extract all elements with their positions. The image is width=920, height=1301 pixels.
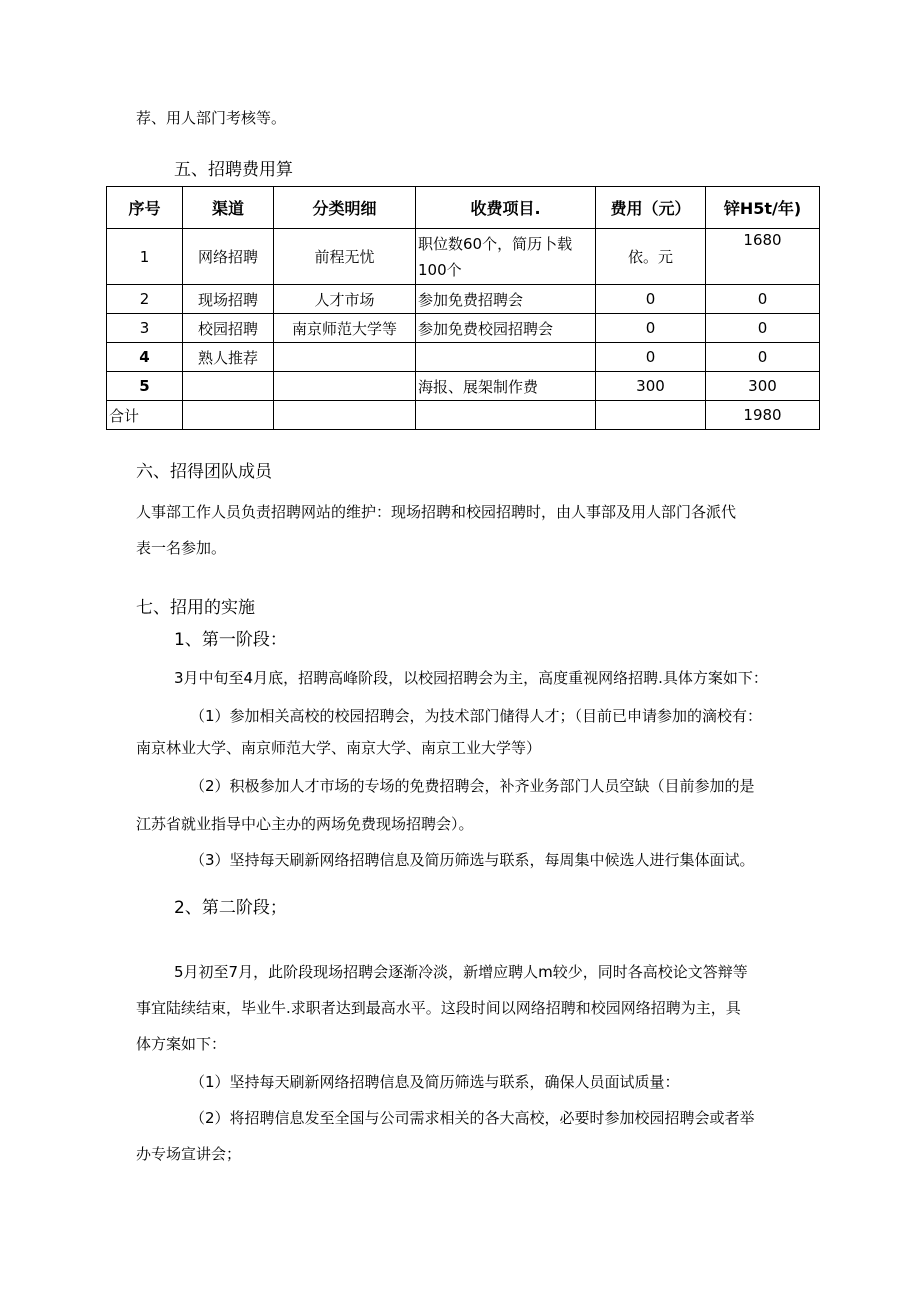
cell-item: 职位数60个，简历卜载100个 bbox=[416, 229, 596, 285]
stage2-intro-line3: 体方案如下： bbox=[136, 1035, 227, 1053]
header-annual: 锌H5t∕年) bbox=[706, 187, 820, 229]
stage2-item2-line1: （2）将招聘信息发至全国与公司需求相关的各大高校，必要时参加校园招聘会或者举 bbox=[190, 1109, 755, 1127]
stage1-item2-line2: 江苏省就业指导中心主办的两场免费现场招聘会）。 bbox=[136, 815, 474, 833]
stage1-intro: 3月中旬至4月底，招聘高峰阶段，以校园招聘会为主，高度重视网络招聘.具体方案如下： bbox=[174, 669, 768, 687]
stage1-item3: （3）坚持每天刷新网络招聘信息及简历筛选与联系，每周集中候选人进行集体面试。 bbox=[190, 851, 755, 869]
cell-detail: 人才市场 bbox=[274, 285, 416, 314]
section6-title: 六、招得团队成员 bbox=[136, 462, 272, 482]
cell-annual: 1680 bbox=[706, 229, 820, 285]
cell-channel: 校园招聘 bbox=[183, 314, 274, 343]
cell-channel: 现场招聘 bbox=[183, 285, 274, 314]
cell-channel: 网络招聘 bbox=[183, 229, 274, 285]
stage2-intro-line1: 5月初至7月，此阶段现场招聘会逐渐冷淡，新增应聘人m较少，同时各高校论文答辩等 bbox=[174, 963, 748, 981]
stage2-title: 2、第二阶段； bbox=[174, 898, 287, 918]
cell-detail: 前程无忧 bbox=[274, 229, 416, 285]
cell-item: 海报、展架制作费 bbox=[416, 372, 596, 401]
section6-para-line1: 人事部工作人员负责招聘网站的维护：现场招聘和校园招聘时，由人事部及用人部门各派代 bbox=[136, 503, 737, 521]
cell-item bbox=[416, 343, 596, 372]
stage2-intro-line2: 事宜陆续结束，毕业牛.求职者达到最高水平。这段时间以网络招聘和校园网络招聘为主，具 bbox=[136, 999, 741, 1017]
cell-cost: 0 bbox=[596, 314, 706, 343]
table-row bbox=[107, 285, 820, 314]
cell-item: 参加免费校园招聘会 bbox=[416, 314, 596, 343]
cell-total-value: 1980 bbox=[706, 401, 820, 430]
cell-no: 5 bbox=[107, 372, 183, 401]
table-row bbox=[107, 372, 820, 401]
stage1-item1-line1: （1）参加相关高校的校园招聘会，为技术部门储得人才；（目前已申请参加的滴校有： bbox=[190, 707, 763, 725]
table-row bbox=[107, 343, 820, 372]
cell-cost: 0 bbox=[596, 285, 706, 314]
section6-para-line2: 表一名参加。 bbox=[136, 539, 227, 557]
header-cost: 费用（元） bbox=[596, 187, 706, 229]
cell-detail bbox=[274, 343, 416, 372]
cell-no: 1 bbox=[107, 229, 183, 285]
table-header-row bbox=[107, 187, 820, 229]
intro-tail-text: 荐、用人部门考核等。 bbox=[136, 109, 287, 127]
cell-channel bbox=[183, 401, 274, 430]
table-row bbox=[107, 229, 820, 285]
cell-total-label: 合计 bbox=[107, 401, 183, 430]
header-item: 收费项目. bbox=[416, 187, 596, 229]
stage2-item1: （1）坚持每天刷新网络招聘信息及简历筛选与联系，确保人员面试质量： bbox=[190, 1073, 680, 1091]
cell-channel: 熟人推荐 bbox=[183, 343, 274, 372]
table-total-row bbox=[107, 401, 820, 430]
cell-no: 3 bbox=[107, 314, 183, 343]
cell-annual: 300 bbox=[706, 372, 820, 401]
section5-title: 五、招聘费用算 bbox=[174, 160, 293, 180]
cell-detail bbox=[274, 372, 416, 401]
cell-annual: 0 bbox=[706, 285, 820, 314]
cell-cost: 300 bbox=[596, 372, 706, 401]
header-channel: 渠道 bbox=[183, 187, 274, 229]
cell-no: 4 bbox=[107, 343, 183, 372]
cell-annual: 0 bbox=[706, 314, 820, 343]
cell-channel bbox=[183, 372, 274, 401]
header-detail: 分类明细 bbox=[274, 187, 416, 229]
cell-item: 参加免费招聘会 bbox=[416, 285, 596, 314]
cell-item bbox=[416, 401, 596, 430]
cost-table bbox=[106, 186, 820, 430]
stage1-item2-line1: （2）积极参加人才市场的专场的免费招聘会，补齐业务部门人员空缺（目前参加的是 bbox=[190, 777, 755, 795]
stage1-item1-line2: 南京林业大学、南京师范大学、南京大学、南京工业大学等） bbox=[136, 739, 542, 757]
cell-detail bbox=[274, 401, 416, 430]
cell-cost bbox=[596, 401, 706, 430]
table-row bbox=[107, 314, 820, 343]
section7-title: 七、招用的实施 bbox=[136, 598, 255, 618]
cell-detail: 南京师范大学等 bbox=[274, 314, 416, 343]
cell-cost: 依。元 bbox=[596, 229, 706, 285]
stage2-item2-line2: 办专场宣讲会； bbox=[136, 1145, 242, 1163]
cell-cost: 0 bbox=[596, 343, 706, 372]
header-no: 序号 bbox=[107, 187, 183, 229]
cell-no: 2 bbox=[107, 285, 183, 314]
cell-annual: 0 bbox=[706, 343, 820, 372]
stage1-title: 1、第一阶段： bbox=[174, 630, 287, 650]
